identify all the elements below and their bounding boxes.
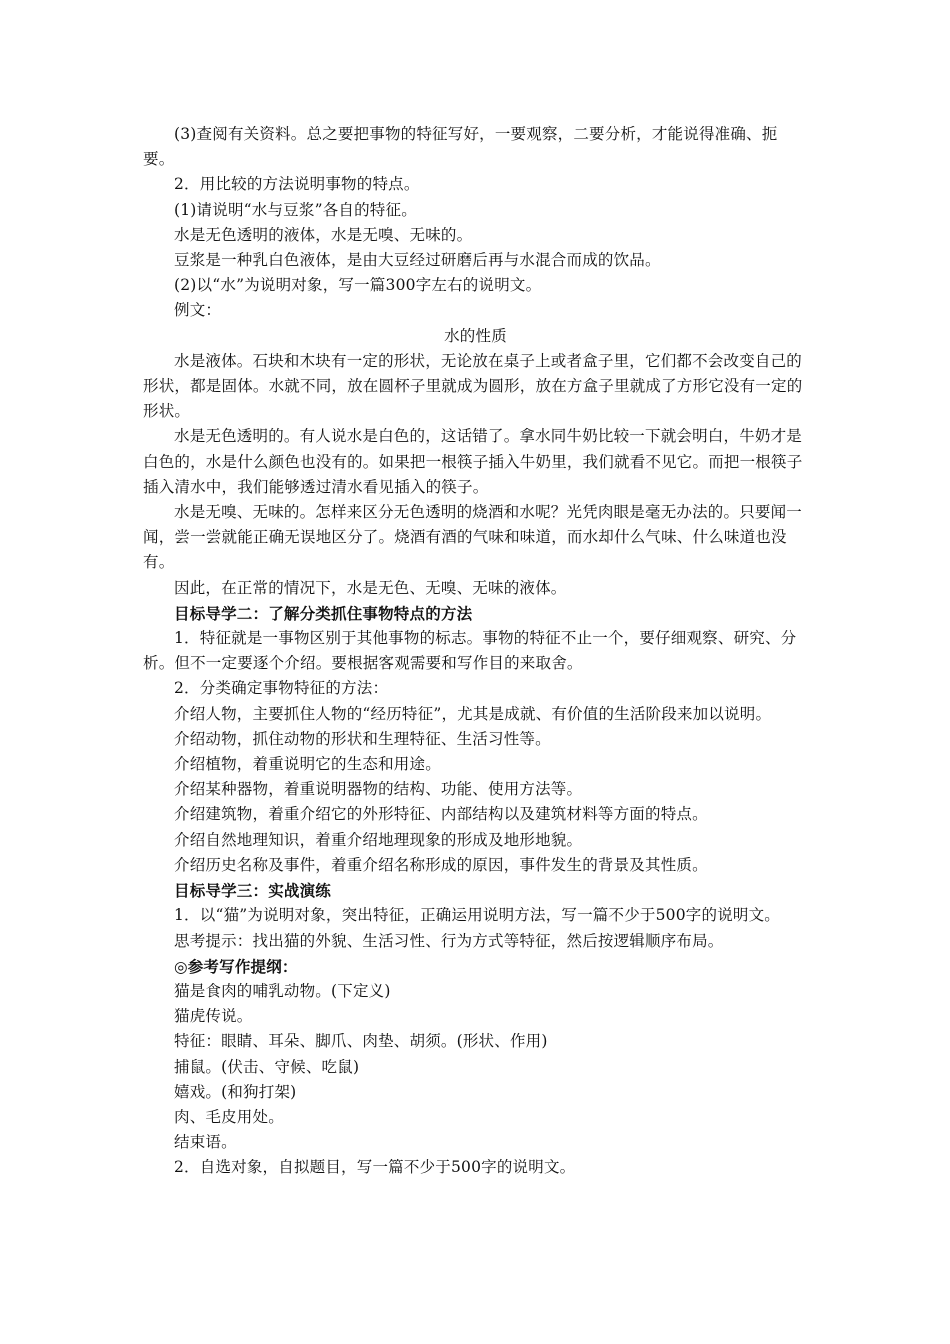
paragraph: 水是无色透明的液体，水是无嗅、无味的。	[174, 225, 473, 244]
outline-heading: ◎参考写作提纲：	[174, 956, 298, 976]
paragraph: 1．特征就是一事物区别于其他事物的标志。事物的特征不止一个，要仔细观察、研究、分析。但不一定要逐个介绍。要根据客观需要和写作目的来取舍。	[143, 629, 797, 673]
outline-item: 捕鼠。(伏击、守候、吃鼠)	[174, 1057, 360, 1076]
paragraph: 2．自选对象，自拟题目，写一篇不少于500字的说明文。	[174, 1158, 576, 1177]
paragraph: 思考提示：找出猫的外貌、生活习性、行为方式等特征，然后按逻辑顺序布局。	[174, 931, 724, 950]
paragraph: 水是液体。石块和木块有一定的形状，无论放在桌子上或者盒子里，它们都不会改变自己的形状，都是固体。水就不同，放在圆杯子里就成为圆形，放在方盒子里就成了方形它没有一定的形状。	[143, 351, 803, 421]
paragraph: 介绍动物，抓住动物的形状和生理特征、生活习性等。	[174, 729, 551, 748]
paragraph: (2)以“水”为说明对象，写一篇300字左右的说明文。	[174, 276, 542, 295]
paragraph: 介绍人物，主要抓住人物的“经历特征”，尤其是成就、有价值的生活阶段来加以说明。	[174, 704, 772, 723]
outline-item: 特征：眼睛、耳朵、脚爪、肉垫、胡须。(形状、作用)	[174, 1032, 548, 1051]
outline-item: 肉、毛皮用处。	[174, 1107, 284, 1126]
outline-item: 猫是食肉的哺乳动物。(下定义)	[174, 981, 391, 1000]
example-title: 水的性质	[444, 326, 507, 345]
paragraph: 1．以“猫”为说明对象，突出特征，正确运用说明方法，写一篇不少于500字的说明文。	[174, 906, 780, 925]
document-body	[143, 122, 808, 1181]
paragraph: 水是无色透明的。有人说水是白色的，这话错了。拿水同牛奶比较一下就会明白，牛奶才是白色的，水是什么颜色也没有的。如果把一根筷子插入牛奶里，我们就看不见它。而把一根筷子插入清水中，我们能够透过清水看见插入的筷子。	[143, 427, 803, 496]
paragraph: 介绍自然地理知识，着重介绍地理现象的形成及地形地貌。	[174, 830, 583, 849]
paragraph: 介绍某种器物，着重说明器物的结构、功能、使用方法等。	[174, 780, 583, 799]
paragraph: 2．分类确定事物特征的方法：	[174, 679, 389, 698]
paragraph: 介绍建筑物，着重介绍它的外形特征、内部结构以及建筑材料等方面的特点。	[174, 805, 708, 824]
section-heading: 目标导学三：实战演练	[174, 881, 332, 901]
paragraph: 介绍植物，着重说明它的生态和用途。	[174, 755, 441, 774]
paragraph: 例文：	[174, 301, 222, 320]
section-heading: 目标导学二：了解分类抓住事物特点的方法	[174, 603, 473, 623]
paragraph: 水是无嗅、无味的。怎样来区分无色透明的烧酒和水呢？光凭肉眼是毫无办法的。只要闻一闻，尝一尝就能正确无误地区分了。烧酒有酒的气味和味道，而水却什么气味、什么味道也没有。	[143, 503, 803, 572]
paragraph: 因此，在正常的情况下，水是无色、无嗅、无味的液体。	[174, 578, 567, 597]
outline-item: 嬉戏。(和狗打架)	[174, 1082, 297, 1101]
paragraph: 介绍历史名称及事件，着重介绍名称形成的原因，事件发生的背景及其性质。	[174, 855, 708, 874]
paragraph: (1)请说明“水与豆浆”各自的特征。	[174, 200, 417, 219]
paragraph: 2．用比较的方法说明事物的特点。	[174, 175, 420, 194]
paragraph: (3)查阅有关资料。总之要把事物的特征写好，一要观察，二要分析，才能说得准确、扼要。	[143, 125, 778, 169]
outline-item: 猫虎传说。	[174, 1007, 253, 1026]
outline-item: 结束语。	[174, 1133, 237, 1152]
paragraph: 豆浆是一种乳白色液体，是由大豆经过研磨后再与水混合而成的饮品。	[174, 251, 661, 270]
